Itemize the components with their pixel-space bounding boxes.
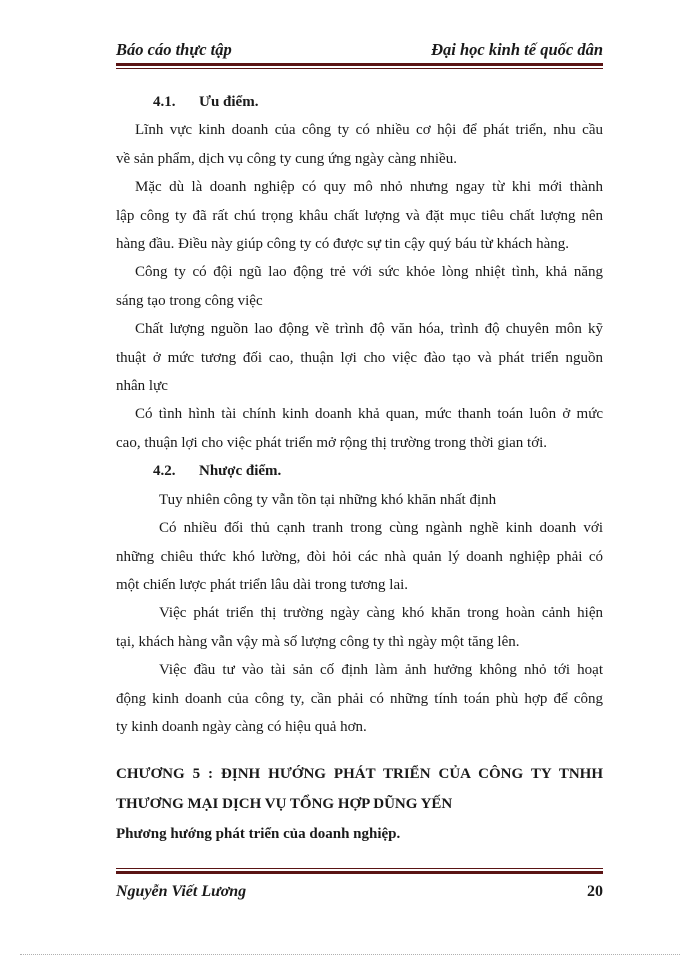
chapter-5-subheading: Phương hướng phát triển của doanh nghiệp. [116,826,401,843]
paragraph-line: Việc phát triển thị trường ngày càng khó khăn trong hoàn cảnh hiện [159,605,603,622]
page-edge-divider [20,954,680,955]
footer-author: Nguyễn Viết Lương [116,883,247,900]
paragraph-line: động kinh doanh của công ty, cần phải có những tính toán phù hợp để công [116,690,603,707]
footer-rule [116,868,603,874]
chapter-5-title-line-2: THƯƠNG MẠI DỊCH VỤ TỔNG HỢP DŨNG YẾN [116,796,453,813]
page-number: 20 [587,883,603,900]
page-body [116,88,603,849]
paragraph-line: Tuy nhiên công ty vẫn tồn tại những khó khăn nhất định [159,491,497,508]
chapter-5-title-line-1: CHƯƠNG 5 : ĐỊNH HƯỚNG PHÁT TRIỂN CỦA CÔNG TY TNHH [116,766,603,783]
page-header [116,40,603,60]
page-footer [116,883,603,901]
paragraph-line: thuật ở mức tương đối cao, thuận lợi cho việc đào tạo và phát triển nguồn [116,349,603,366]
paragraph-line: tại, khách hàng vẫn vậy mà số lượng công ty thì ngày một tăng lên. [116,633,520,650]
paragraph-line: về sản phẩm, dịch vụ công ty cung ứng ngày càng nhiều. [116,150,457,167]
paragraph-line: hàng đầu. Điều này giúp công ty có được sự tin cậy quý báu từ khách hàng. [116,236,570,253]
section-4-2-heading: 4.2. Nhược điểm. [153,463,282,480]
paragraph-line: Mặc dù là doanh nghiệp có quy mô nhỏ nhưng ngay từ khi mới thành [135,179,603,196]
paragraph-line: lập công ty đã rất chú trọng khâu chất lượng và đặt mục tiêu chất lượng nên [116,207,603,224]
paragraph-line: một chiến lược phát triển lâu dài trong tương lai. [116,576,409,593]
paragraph-line: cao, thuận lợi cho việc phát triển mở rộng thị trường trong thời gian tới. [116,434,548,451]
header-report-title: Báo cáo thực tập [116,40,232,59]
paragraph-line: Công ty có đội ngũ lao động trẻ với sức khỏe lòng nhiệt tình, khả năng [135,264,603,281]
paragraph-line: những chiêu thức khó lường, đòi hỏi các nhà quản lý doanh nghiệp phải có [116,548,603,565]
paragraph-line: Có tình hình tài chính kinh doanh khả quan, mức thanh toán luôn ở mức [135,406,603,423]
paragraph-line: Có nhiều đối thủ cạnh tranh trong cùng ngành nghề kinh doanh với [159,520,603,537]
section-4-1-heading: 4.1. Ưu điểm. [153,94,259,110]
paragraph-line: Chất lượng nguồn lao động về trình độ văn hóa, trình độ chuyên môn kỹ [135,321,603,338]
paragraph-line: sáng tạo trong công việc [116,292,263,309]
paragraph-line: Việc đầu tư vào tài sản cố định làm ảnh hưởng không nhỏ tới hoạt [159,662,603,679]
paragraph-line: ty kinh doanh ngày càng có hiệu quả hơn. [116,718,367,735]
paragraph-line: Lĩnh vực kinh doanh của công ty có nhiều cơ hội để phát triển, nhu cầu [135,122,603,139]
paragraph-line: nhân lực [116,378,168,395]
header-university: Đại học kinh tế quốc dân [431,40,603,59]
header-rule [116,63,603,69]
